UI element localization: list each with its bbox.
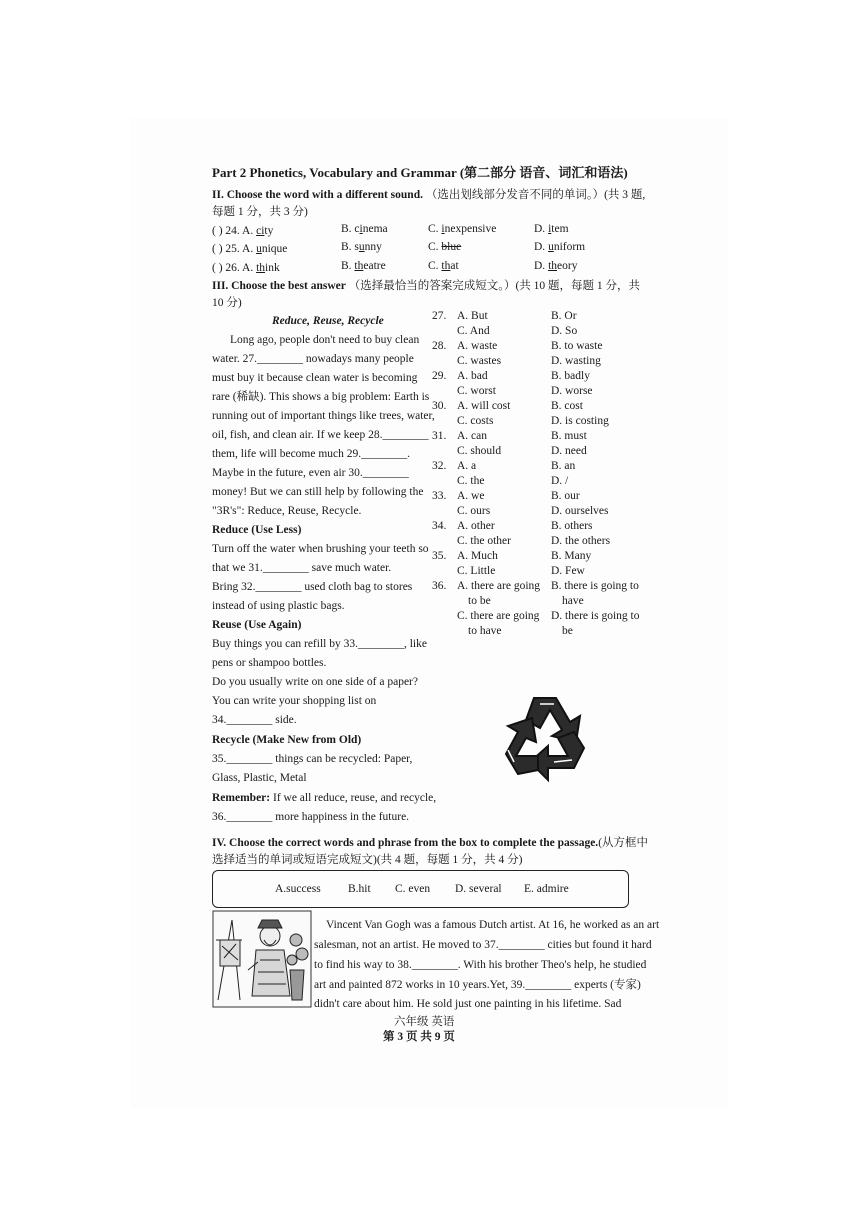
passage-line: Bring 32.________ used cloth bag to stores bbox=[212, 581, 413, 593]
van-gogh-illustration bbox=[212, 910, 312, 1008]
footer-page-number: 第 3 页 共 9 页 bbox=[383, 1031, 455, 1043]
option-c: C. ours bbox=[457, 505, 491, 517]
option-b-cont: have bbox=[562, 595, 584, 607]
passage-line: art and painted 872 works in 10 years.Yet, 39.________ experts (专家) bbox=[314, 979, 641, 991]
option-a: A. will cost bbox=[457, 400, 511, 412]
passage-line: money! But we can still help by following the bbox=[212, 486, 424, 498]
passage-line: Do you usually write on one side of a paper? bbox=[212, 676, 418, 688]
option-c: C. Little bbox=[457, 565, 496, 577]
section4-heading: IV. Choose the correct words and phrase from the box to complete the passage. bbox=[212, 837, 599, 849]
remember-line: Remember: If we all reduce, reuse, and recycle, bbox=[212, 792, 437, 804]
option-c: C. wastes bbox=[457, 355, 502, 367]
option-number: 36. bbox=[432, 580, 447, 592]
option-c: C. the other bbox=[457, 535, 511, 547]
option-d: D. worse bbox=[551, 385, 593, 397]
option-b: B. our bbox=[551, 490, 580, 502]
passage-line: must buy it because clean water is becoming bbox=[212, 372, 418, 384]
option-b: B. must bbox=[551, 430, 587, 442]
section2-instruction-2: 每题 1 分，共 3 分) bbox=[212, 206, 308, 218]
passage-line: water. 27.________ nowadays many people bbox=[212, 353, 414, 365]
word-box-item: B.hit bbox=[348, 883, 371, 895]
option-b: B. an bbox=[551, 460, 576, 472]
word-box-item: E. admire bbox=[524, 883, 569, 895]
passage-line: Turn off the water when brushing your teeth so bbox=[212, 543, 429, 555]
option-d: D. the others bbox=[551, 535, 611, 547]
option-number: 34. bbox=[432, 520, 447, 532]
section2-heading-line bbox=[212, 188, 645, 202]
option-b: B. Or bbox=[551, 310, 577, 322]
passage-line: You can write your shopping list on bbox=[212, 695, 377, 707]
option-d: D. wasting bbox=[551, 355, 601, 367]
section3-instruction: （选择最恰当的答案完成短文。）(共 10 题，每题 1 分，共 bbox=[348, 280, 641, 292]
passage-line: Maybe in the future, even air 30.________ bbox=[212, 467, 409, 479]
section2-heading: II. Choose the word with a different sound. bbox=[212, 189, 423, 201]
q24-option-b: B. cinema bbox=[341, 223, 388, 235]
passage-line: oil, fish, and clean air. If we keep 28.________ bbox=[212, 429, 429, 441]
option-number: 27. bbox=[432, 310, 447, 322]
option-number: 31. bbox=[432, 430, 447, 442]
option-c: C. there are going bbox=[457, 610, 540, 622]
recycle-icon bbox=[496, 688, 598, 788]
section3-heading: III. Choose the best answer bbox=[212, 280, 346, 292]
option-a: A. But bbox=[457, 310, 488, 322]
section3-instruction-2: 10 分) bbox=[212, 297, 242, 309]
passage-line: didn't care about him. He sold just one painting in his lifetime. Sad bbox=[314, 998, 622, 1010]
passage-title: Reduce, Reuse, Recycle bbox=[272, 315, 384, 327]
option-b: B. cost bbox=[551, 400, 583, 412]
part2-title: Part 2 Phonetics, Vocabulary and Grammar (第二部分 语音、词汇和语法) bbox=[212, 165, 628, 180]
q26-option-b: B. theatre bbox=[341, 260, 386, 272]
option-number: 35. bbox=[432, 550, 447, 562]
option-a: A. we bbox=[457, 490, 485, 502]
reduce-heading: Reduce (Use Less) bbox=[212, 524, 302, 536]
reuse-heading: Reuse (Use Again) bbox=[212, 619, 302, 631]
recycle-heading: Recycle (Make New from Old) bbox=[212, 734, 362, 746]
remember-heading: Remember: bbox=[212, 792, 271, 804]
option-c: C. should bbox=[457, 445, 502, 457]
passage-line: instead of using plastic bags. bbox=[212, 600, 345, 612]
option-d: D. ourselves bbox=[551, 505, 609, 517]
footer-grade: 六年级 英语 bbox=[394, 1016, 455, 1028]
passage-line: running out of important things like trees, water, bbox=[212, 410, 435, 422]
option-c: C. worst bbox=[457, 385, 496, 397]
option-d: D. So bbox=[551, 325, 578, 337]
option-b: B. there is going to bbox=[551, 580, 639, 592]
question-24: ( ) 24. A. city bbox=[212, 225, 274, 237]
passage-line: pens or shampoo bottles. bbox=[212, 657, 327, 669]
option-d: D. is costing bbox=[551, 415, 609, 427]
option-d: D. Few bbox=[551, 565, 585, 577]
passage-line: that we 31.________ save much water. bbox=[212, 562, 392, 574]
section4-instruction-2: 选择适当的单词或短语完成短文)(共 4 题，每题 1 分，共 4 分) bbox=[212, 854, 523, 866]
option-c: C. costs bbox=[457, 415, 494, 427]
passage-line: them, life will become much 29.________. bbox=[212, 448, 411, 460]
option-number: 32. bbox=[432, 460, 447, 472]
option-b: B. badly bbox=[551, 370, 590, 382]
option-a-cont: to be bbox=[468, 595, 491, 607]
option-number: 33. bbox=[432, 490, 447, 502]
option-b: B. to waste bbox=[551, 340, 603, 352]
q25-option-b: B. sunny bbox=[341, 241, 382, 253]
q24-option-c: C. inexpensive bbox=[428, 223, 497, 235]
q24-option-d: D. item bbox=[534, 223, 569, 235]
option-d: D. there is going to bbox=[551, 610, 640, 622]
option-d: D. need bbox=[551, 445, 587, 457]
passage-line: Vincent Van Gogh was a famous Dutch artist. At 16, he worked as an art bbox=[326, 919, 660, 931]
passage-line: 34.________ side. bbox=[212, 714, 297, 726]
option-d-cont: be bbox=[562, 625, 573, 637]
option-c: C. the bbox=[457, 475, 485, 487]
passage-line: "3R's": Reduce, Reuse, Recycle. bbox=[212, 505, 362, 517]
section2-instruction: （选出划线部分发音不同的单词。）(共 3 题, bbox=[425, 189, 646, 201]
passage-line: to find his way to 38.________. With his brother Theo's help, he studied bbox=[314, 959, 647, 971]
question-25: ( ) 25. A. unique bbox=[212, 243, 288, 255]
q26-option-c: C. that bbox=[428, 260, 459, 272]
passage-line: 35.________ things can be recycled: Paper, bbox=[212, 753, 413, 765]
option-a: A. other bbox=[457, 520, 495, 532]
option-c-cont: to have bbox=[468, 625, 502, 637]
option-number: 29. bbox=[432, 370, 447, 382]
q26-option-d: D. theory bbox=[534, 260, 578, 272]
option-d: D. / bbox=[551, 475, 569, 487]
passage-line: rare (稀缺). This shows a big problem: Earth is bbox=[212, 391, 430, 403]
option-a: A. can bbox=[457, 430, 488, 442]
passage-line: salesman, not an artist. He moved to 37.________ cities but found it hard bbox=[314, 939, 652, 951]
option-a: A. a bbox=[457, 460, 477, 472]
passage-line: Long ago, people don't need to buy clean bbox=[230, 334, 420, 346]
passage-line: 36.________ more happiness in the future. bbox=[212, 811, 410, 823]
option-number: 30. bbox=[432, 400, 447, 412]
passage-line: Glass, Plastic, Metal bbox=[212, 772, 307, 784]
word-box-item: D. several bbox=[455, 883, 502, 895]
q25-option-c: C. blue bbox=[428, 241, 462, 253]
word-box-item: C. even bbox=[395, 883, 431, 895]
option-a: A. waste bbox=[457, 340, 498, 352]
option-a: A. bad bbox=[457, 370, 488, 382]
section3-heading-line bbox=[212, 279, 640, 293]
word-box-item: A.success bbox=[275, 883, 321, 895]
q25-option-d: D. uniform bbox=[534, 241, 586, 253]
section4-heading-line: IV. Choose the correct words and phrase from the box to complete the passage.(从方框中 bbox=[212, 837, 649, 849]
passage-line: Buy things you can refill by 33.________, like bbox=[212, 638, 427, 650]
option-b: B. Many bbox=[551, 550, 592, 562]
option-b: B. others bbox=[551, 520, 593, 532]
question-26: ( ) 26. A. think bbox=[212, 262, 280, 274]
option-c: C. And bbox=[457, 325, 490, 337]
option-a: A. Much bbox=[457, 550, 498, 562]
option-number: 28. bbox=[432, 340, 447, 352]
option-a: A. there are going bbox=[457, 580, 541, 592]
